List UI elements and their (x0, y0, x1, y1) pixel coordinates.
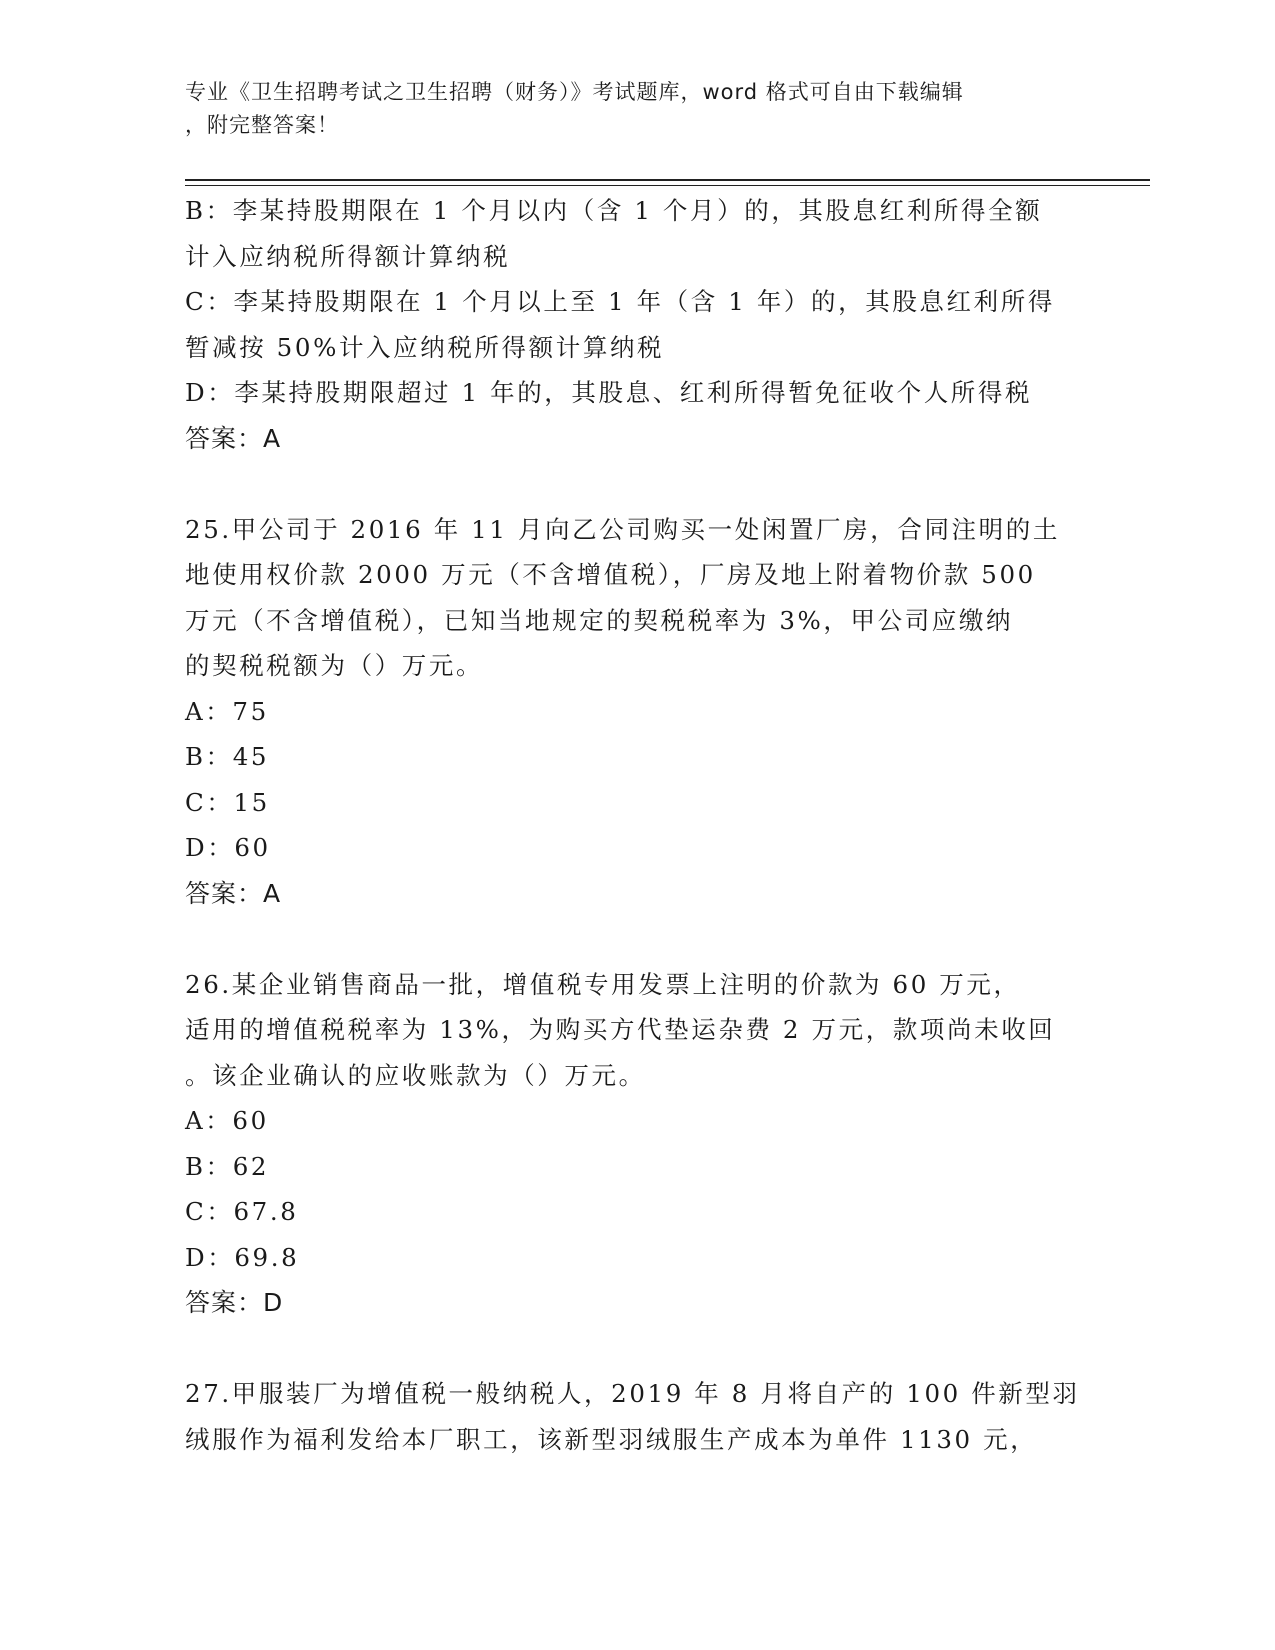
spacer (185, 916, 1090, 962)
question-stem-line: 绒服作为福利发给本厂职工，该新型羽绒服生产成本为单件 1130 元， (185, 1424, 1038, 1454)
option-c: C：67.8 (185, 1197, 299, 1226)
answer-label: 答案：D (185, 1288, 284, 1317)
option-b: B：62 (185, 1151, 270, 1181)
question-content (185, 188, 1090, 1462)
header-divider-thin (185, 185, 1150, 186)
question-stem-line: 。该企业确认的应收账款为（）万元。 (185, 1060, 646, 1090)
question-stem-line: 的契税税额为（）万元。 (185, 651, 484, 680)
option-line: 暂减按 50%计入应纳税所得额计算纳税 (185, 332, 665, 362)
option-line: C：李某持股期限在 1 个月以上至 1 年（含 1 年）的，其股息红利所得 (185, 287, 1055, 316)
option-d: D：69.8 (185, 1242, 300, 1272)
question-27 (185, 1371, 1090, 1462)
question-stem-line: 27.甲服装厂为增值税一般纳税人，2019 年 8 月将自产的 100 件新型羽 (185, 1379, 1080, 1408)
header-line: 专业《卫生招聘考试之卫生招聘（财务）》考试题库，word 格式可自由下载编辑 (185, 80, 964, 104)
spacer (185, 1326, 1090, 1372)
option-c: C：15 (185, 787, 270, 817)
option-line: B：李某持股期限在 1 个月以内（含 1 个月）的，其股息红利所得全额 (185, 196, 1043, 225)
previous-question (185, 188, 1090, 461)
header-line: ，附完整答案！ (185, 113, 339, 137)
question-stem-line: 万元（不含增值税），已知当地规定的契税税率为 3%，甲公司应缴纳 (185, 605, 1014, 635)
option-line: D：李某持股期限超过 1 年的，其股息、红利所得暂免征收个人所得税 (185, 378, 1033, 407)
option-c (185, 279, 1090, 370)
answer-label: 答案：A (185, 423, 282, 453)
question-stem-line: 26.某企业销售商品一批，增值税专用发票上注明的价款为 60 万元， (185, 969, 1021, 999)
option-a: A：60 (185, 1106, 269, 1135)
option-b: B：45 (185, 742, 270, 771)
header-divider-thick (185, 179, 1150, 181)
question-stem-line: 25.甲公司于 2016 年 11 月向乙公司购买一处闲置厂房，合同注明的土 (185, 514, 1060, 544)
answer-label: 答案：A (185, 878, 282, 908)
option-d (185, 370, 1090, 416)
option-a: A：75 (185, 696, 269, 726)
question-stem-line: 地使用权价款 2000 万元（不含增值税），厂房及地上附着物价款 500 (185, 560, 1036, 589)
question-stem-line: 适用的增值税税率为 13%，为购买方代垫运杂费 2 万元，款项尚未收回 (185, 1015, 1056, 1044)
option-line: 计入应纳税所得额计算纳税 (185, 241, 511, 271)
question-25 (185, 507, 1090, 917)
spacer (185, 461, 1090, 507)
option-d: D：60 (185, 833, 271, 862)
question-26 (185, 962, 1090, 1326)
document-header (185, 76, 1105, 142)
option-b (185, 188, 1090, 279)
